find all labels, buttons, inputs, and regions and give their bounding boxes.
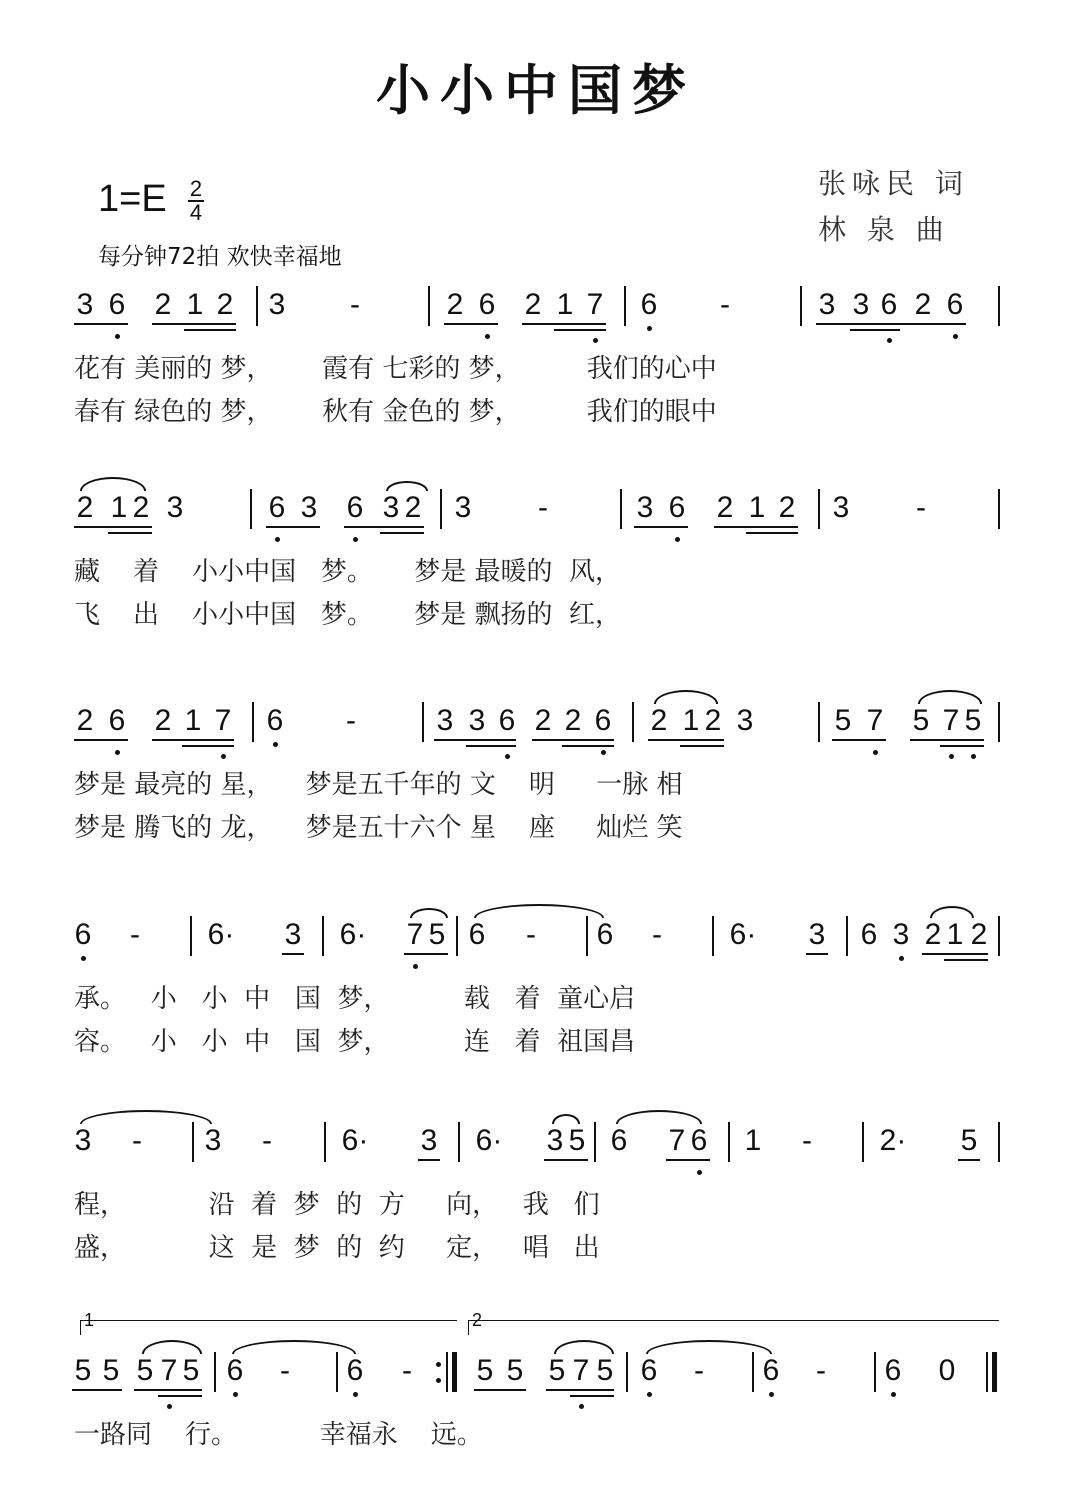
note: 1 xyxy=(946,918,964,951)
composer-credit: 林 泉 曲 xyxy=(818,213,950,246)
note: 6 xyxy=(74,918,92,951)
note: 6 xyxy=(860,918,878,951)
note: 3 xyxy=(204,1124,222,1157)
volta-bracket-1 xyxy=(80,1320,457,1335)
note: 6 xyxy=(594,704,612,737)
note: 2 xyxy=(524,288,542,321)
volta-number-2: 2 xyxy=(472,1310,483,1330)
note: 3 xyxy=(166,491,184,524)
note: 6 xyxy=(468,918,486,951)
note: 5 xyxy=(964,704,982,737)
note: 5 xyxy=(960,1124,978,1157)
dash: - xyxy=(802,1124,812,1157)
note: 6 xyxy=(610,1124,628,1157)
note: 6 xyxy=(498,704,516,737)
dash: - xyxy=(694,1354,704,1387)
note: 7 xyxy=(668,1124,686,1157)
note: 3 xyxy=(468,704,486,737)
dash: - xyxy=(916,491,926,524)
dash: - xyxy=(720,288,730,321)
dash: - xyxy=(130,918,140,951)
note: 6 xyxy=(884,1354,902,1387)
note: 3 xyxy=(546,1124,564,1157)
note: 7 xyxy=(586,288,604,321)
note: 1 xyxy=(748,491,766,524)
dash: - xyxy=(402,1354,412,1387)
note: 2 xyxy=(216,288,234,321)
note: 7 xyxy=(572,1354,590,1387)
note: 1 xyxy=(110,491,128,524)
note: 7 xyxy=(160,1354,178,1387)
lyric-verse-2: 梦是 腾飞的 龙， 梦是五十六个 星 座 灿烂 笑 xyxy=(74,813,683,843)
note: 6· xyxy=(339,918,367,951)
note: 6 xyxy=(690,1124,708,1157)
time-signature xyxy=(186,178,206,224)
note: 3 xyxy=(74,1124,92,1157)
note: 6 xyxy=(266,704,284,737)
note: 2 xyxy=(970,918,988,951)
note: 6 xyxy=(640,1354,658,1387)
dash: - xyxy=(280,1354,290,1387)
note: 6 xyxy=(226,1354,244,1387)
volta-bracket-2 xyxy=(468,1320,999,1335)
note: 1 xyxy=(744,1124,762,1157)
note: 6 xyxy=(108,288,126,321)
lyric-verse-2: 春有 绿色的 梦， 秋有 金色的 梦， 我们的眼中 xyxy=(74,397,717,427)
lyric-verse-1: 藏 着 小小中国 梦。 梦是 最暖的 风， xyxy=(74,557,622,587)
note: 7 xyxy=(214,704,232,737)
note: 3 xyxy=(852,288,870,321)
note: 6· xyxy=(729,918,757,951)
note: 3 xyxy=(892,918,910,951)
note: 2 xyxy=(650,704,668,737)
note: 5 xyxy=(136,1354,154,1387)
note: 3 xyxy=(736,704,754,737)
note: 5 xyxy=(74,1354,92,1387)
note: 6· xyxy=(207,918,235,951)
note: 2 xyxy=(76,491,94,524)
lyric-verse-1: 承。 小 小 中 国 梦， 载 着 童心启 xyxy=(74,984,636,1014)
note: 6 xyxy=(108,704,126,737)
note: 5 xyxy=(568,1124,586,1157)
note: 2 xyxy=(446,288,464,321)
dash: - xyxy=(652,918,662,951)
note: 3 xyxy=(420,1124,438,1157)
note: 3 xyxy=(300,491,318,524)
note: 2 xyxy=(564,704,582,737)
note: 6· xyxy=(341,1124,369,1157)
song-title: 小小中国梦 xyxy=(376,58,696,122)
note: 2 xyxy=(132,491,150,524)
time-sig-bottom: 4 xyxy=(189,200,203,225)
note: 5 xyxy=(912,704,930,737)
note: 5 xyxy=(506,1354,524,1387)
note: 3 xyxy=(454,491,472,524)
note: 2 xyxy=(914,288,932,321)
lyric-verse-2: 盛， 这 是 梦 的 约 定， 唱 出 xyxy=(74,1233,600,1263)
note: 3 xyxy=(382,491,400,524)
note: 6 xyxy=(268,491,286,524)
note: 2 xyxy=(534,704,552,737)
note: 3 xyxy=(76,288,94,321)
note: 7 xyxy=(866,704,884,737)
note: 2 xyxy=(704,704,722,737)
dash: - xyxy=(262,1124,272,1157)
note: 1 xyxy=(184,704,202,737)
note: 2 xyxy=(154,288,172,321)
note: 5 xyxy=(476,1354,494,1387)
dash: - xyxy=(346,704,356,737)
note: 2· xyxy=(879,1124,907,1157)
note: 6 xyxy=(478,288,496,321)
key-signature: 1=E xyxy=(98,178,167,220)
note: 6 xyxy=(880,288,898,321)
note: 1 xyxy=(556,288,574,321)
note: 6 xyxy=(346,1354,364,1387)
time-sig-top: 2 xyxy=(189,176,203,201)
note: 2 xyxy=(924,918,942,951)
lyric-verse-2: 飞 出 小小中国 梦。 梦是 飘扬的 红， xyxy=(74,600,622,630)
note: 5 xyxy=(102,1354,120,1387)
lyric-verse-1: 花有 美丽的 梦， 霞有 七彩的 梦， 我们的心中 xyxy=(74,354,717,384)
lyric-verse-1: 梦是 最亮的 星， 梦是五千年的 文 明 一脉 相 xyxy=(74,770,683,800)
note: 3 xyxy=(818,288,836,321)
note: 6· xyxy=(475,1124,503,1157)
note: 0 xyxy=(938,1354,956,1387)
note: 3 xyxy=(808,918,826,951)
dash: - xyxy=(526,918,536,951)
note: 6 xyxy=(946,288,964,321)
dash: - xyxy=(350,288,360,321)
dash: - xyxy=(816,1354,826,1387)
note: 5 xyxy=(596,1354,614,1387)
tempo-marking: 每分钟72拍 欢快幸福地 xyxy=(98,244,342,270)
note: 3 xyxy=(636,491,654,524)
note: 2 xyxy=(76,704,94,737)
note: 3 xyxy=(268,288,286,321)
lyric-line: 一路同 行。 幸福永 远。 xyxy=(74,1420,483,1450)
note: 5 xyxy=(428,918,446,951)
lyric-verse-1: 程， 沿 着 梦 的 方 向， 我 们 xyxy=(74,1190,600,1220)
dash: - xyxy=(132,1124,142,1157)
note: 3 xyxy=(436,704,454,737)
note: 7 xyxy=(406,918,424,951)
dash: - xyxy=(538,491,548,524)
lyric-verse-2: 容。 小 小 中 国 梦， 连 着 祖国昌 xyxy=(74,1027,636,1057)
note: 2 xyxy=(404,491,422,524)
note: 1 xyxy=(186,288,204,321)
note: 7 xyxy=(942,704,960,737)
note: 3 xyxy=(832,491,850,524)
note: 6 xyxy=(668,491,686,524)
note: 1 xyxy=(682,704,700,737)
note: 6 xyxy=(346,491,364,524)
note: 5 xyxy=(182,1354,200,1387)
lyricist-credit: 张咏民 词 xyxy=(818,167,969,200)
note: 6 xyxy=(762,1354,780,1387)
note: 2 xyxy=(154,704,172,737)
note: 5 xyxy=(834,704,852,737)
note: 3 xyxy=(284,918,302,951)
note: 2 xyxy=(778,491,796,524)
note: 5 xyxy=(548,1354,566,1387)
volta-number-1: 1 xyxy=(84,1310,95,1330)
note: 6 xyxy=(640,288,658,321)
note: 6 xyxy=(596,918,614,951)
note: 2 xyxy=(716,491,734,524)
